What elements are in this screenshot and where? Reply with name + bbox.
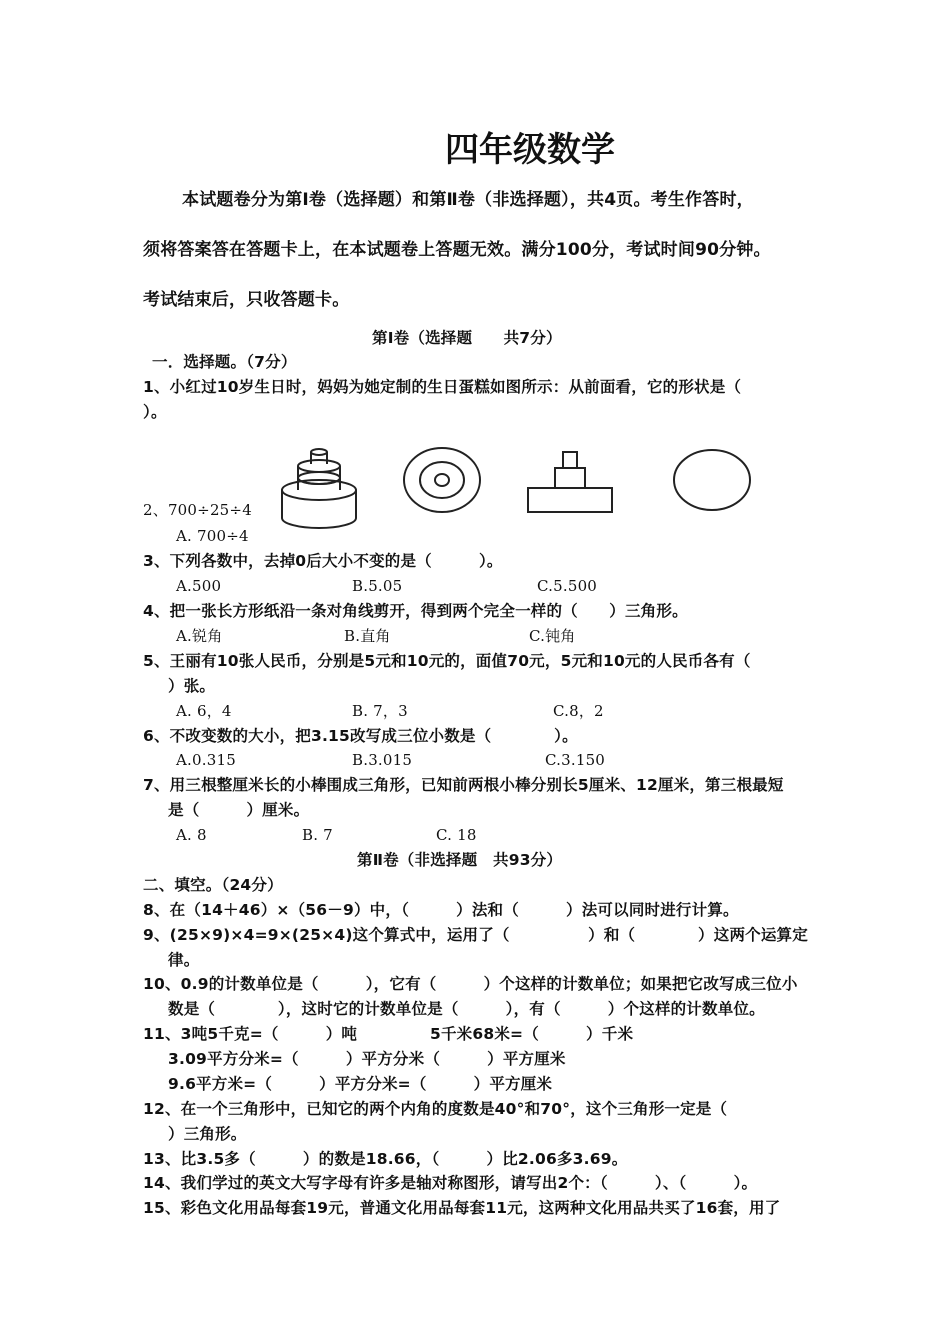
q9-line1: 9、(25×9)×4=9×(25×4)这个算式中，运用了（ ）和（ ）这两个运算定	[143, 926, 808, 944]
q5-option-b: B. 7，3	[352, 702, 408, 720]
q5-option-a: A. 6，4	[176, 702, 232, 720]
cake-front-view	[528, 452, 612, 512]
q7-line2: 是（ ）厘米。	[168, 801, 310, 819]
part2-header: 第Ⅱ卷（非选择题 共93分）	[357, 851, 563, 869]
q11-part-b: 5千米68米=（ ）千米	[430, 1025, 634, 1043]
q7-option-c: C. 18	[436, 826, 477, 844]
q7-option-a: A. 8	[176, 826, 207, 844]
q5-line1: 5、王丽有10张人民币，分别是5元和10元的，面值70元，5元和10元的人民币各有（	[143, 652, 751, 670]
q9-line2: 律。	[168, 951, 200, 969]
q8: 8、在（14＋46）×（56－9）中，（ ）法和（ ）法可以同时进行计算。	[143, 901, 739, 919]
section1-title: 一．选择题。（7分）	[152, 353, 297, 371]
cake-options-drawing	[262, 430, 762, 545]
q4-option-b: B.直角	[344, 627, 391, 645]
q10-line1: 10、0.9的计数单位是（ ），它有（ ）个这样的计数单位；如果把它改写成三位小	[143, 975, 798, 993]
q5-line2: ）张。	[168, 677, 216, 695]
q1-line2: ）。	[143, 403, 167, 421]
q3-option-b: B.5.05	[352, 577, 403, 595]
circle-option	[674, 450, 750, 510]
page-title: 四年级数学	[445, 130, 615, 170]
q12-line1: 12、在一个三角形中，已知它的两个内角的度数是40°和70°，这个三角形一定是（	[143, 1100, 728, 1118]
q2-option-a: A. 700÷4	[176, 527, 249, 545]
cake-figure	[262, 430, 762, 545]
q6-option-b: B.3.015	[352, 751, 413, 769]
q15: 15、彩色文化用品每套19元，普通文化用品每套11元，这两种文化用品共买了16套，用了	[143, 1199, 781, 1217]
q3-option-c: C.5.500	[537, 577, 598, 595]
q10-line2: 数是（ ），这时它的计数单位是（ ），有（ ）个这样的计数单位。	[168, 1000, 765, 1018]
q14: 14、我们学过的英文大写字母有许多是轴对称图形，请写出2个：（ ）、（ ）。	[143, 1174, 758, 1192]
q3-option-a: A.500	[176, 577, 222, 595]
cake-3d-view	[282, 449, 356, 528]
q1-line1: 1、小红过10岁生日时，妈妈为她定制的生日蛋糕如图所示：从前面看，它的形状是（	[143, 378, 742, 396]
q3-stem: 3、下列各数中，去掉0后大小不变的是（ ）。	[143, 552, 503, 570]
q4-option-a: A.锐角	[176, 627, 223, 645]
q4-option-c: C.钝角	[529, 627, 576, 645]
q11-line2: 3.09平方分米=（ ）平方分米（ ）平方厘米	[168, 1050, 566, 1068]
q6-stem: 6、不改变数的大小，把3.15改写成三位小数是（ ）。	[143, 727, 578, 745]
cake-top-view	[404, 448, 480, 512]
q6-option-a: A.0.315	[176, 751, 236, 769]
intro-line-3: 考试结束后，只收答题卡。	[143, 290, 350, 310]
intro-line-1: 本试题卷分为第Ⅰ卷（选择题）和第Ⅱ卷（非选择题），共4页。考生作答时，	[182, 190, 754, 210]
q6-option-c: C.3.150	[545, 751, 606, 769]
q2-stem: 2、700÷25÷4	[143, 501, 252, 519]
q7-line1: 7、用三根整厘米长的小棒围成三角形，已知前两根小棒分别长5厘米、12厘米，第三根最短	[143, 776, 784, 794]
q12-line2: ）三角形。	[168, 1125, 247, 1143]
q11-part-a: 11、3吨5千克=（ ）吨	[143, 1025, 358, 1043]
q13: 13、比3.5多（ ）的数是18.66，（ ）比2.06多3.69。	[143, 1150, 628, 1168]
q5-option-c: C.8，2	[553, 702, 604, 720]
q11-line3: 9.6平方米=（ ）平方分米=（ ）平方厘米	[168, 1075, 553, 1093]
q7-option-b: B. 7	[302, 826, 333, 844]
part1-header: 第Ⅰ卷（选择题 共7分）	[372, 329, 562, 347]
q4-stem: 4、把一张长方形纸沿一条对角线剪开，得到两个完全一样的（ ）三角形。	[143, 602, 688, 620]
section2-title: 二、填空。（24分）	[143, 876, 283, 894]
intro-line-2: 须将答案答在答题卡上，在本试题卷上答题无效。满分100分，考试时间90分钟。	[143, 240, 771, 260]
